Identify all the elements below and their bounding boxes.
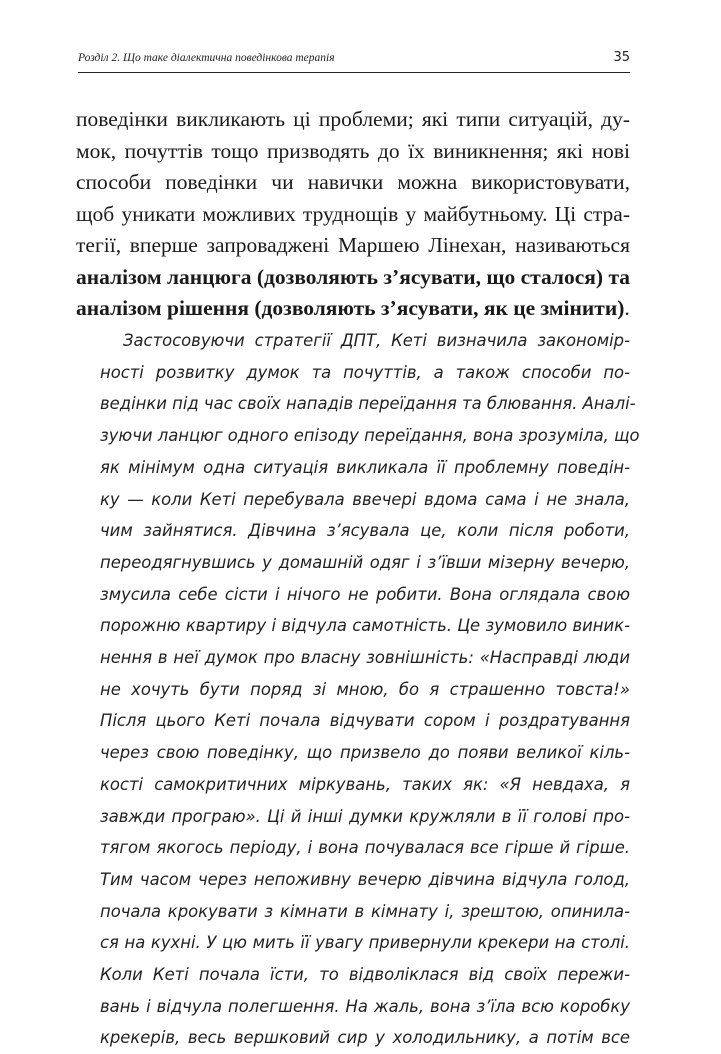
story-line: завжди програю». Ці й інші думки кружляли в її голові про- [100, 806, 630, 826]
story-line: ведінки під час своїх нападів переїдання та блювання. Аналі- [100, 394, 636, 414]
lead-paragraph [76, 104, 630, 325]
story-line: не хочуть бути поряд зі мною, бо я страшенно товста!» [100, 679, 630, 699]
story-line: нення в неї думок про власну зовнішність: «Насправді люди [100, 648, 630, 668]
story-line: ності розвитку думок та почуттів, а також способи по- [100, 362, 630, 382]
story-line: ку — коли Кеті перебувала ввечері вдома сама і не знала, [100, 489, 630, 509]
lead-line: тегії, вперше запроваджені Маршею Лінехан, називаються [76, 233, 630, 257]
story-line: Застосовуючи стратегії ДПТ, Кеті визначила закономір- [123, 331, 630, 350]
lead-line: способи поведінки чи навички можна використовувати, [76, 170, 630, 194]
story-line: Тим часом через непоживну вечерю дівчина відчула голод, [100, 869, 630, 889]
story-line: чим зайнятися. Дівчина з’ясувала це, коли після роботи, [100, 521, 630, 541]
story-line: кості самокритичних міркувань, таких як: «Я невдаха, я [100, 774, 630, 794]
story-paragraph [100, 325, 640, 1054]
lead-line: мок, почуттів тощо призводять до їх виникнення; які нові [76, 138, 630, 163]
story-line: крекерів, весь вершковий сир у холодильнику, а потім все [100, 1028, 630, 1048]
lead-line: щоб уникати можливих труднощів у майбутньому. Ці стра- [76, 201, 630, 226]
lead-last-line [76, 293, 630, 325]
running-header [78, 52, 630, 73]
lead-bold-text: аналізом рішення (дозволяють з’ясувати, як це змінити) [76, 296, 625, 320]
story-line: зуючи ланцюг одного епізоду переїдання, вона зрозуміла, що [100, 426, 640, 446]
lead-line: поведінки викликають ці проблеми; які типи ситуацій, ду- [76, 107, 630, 131]
story-line: як мінімум одна ситуація викликала її проблемну поведін- [100, 457, 630, 477]
story-line: вань і відчула полегшення. На жаль, вона з’їла всю коробку [100, 996, 630, 1016]
story-line: переодягнувшись у домашній одяг і з’ївши мізерну вечерю, [100, 552, 630, 572]
story-line: почала крокувати з кімнати в кімнату і, зрештою, опинила- [100, 901, 630, 921]
story-line: порожню квартиру і відчула самотність. Це зумовило виник- [100, 616, 630, 636]
story-line: Після цього Кеті почала відчувати сором і роздратування [100, 711, 630, 731]
lead-end-punct: . [624, 296, 630, 320]
story-line: Коли Кеті почала їсти, то відволіклася від своїх пережи- [100, 965, 630, 985]
story-line: змусила себе сісти і нічого не робити. Вона оглядала свою [100, 584, 630, 604]
story-line: ся на кухні. У цю мить її увагу привернули крекери на столі. [100, 933, 630, 953]
story-line: тягом якогось періоду, і вона почувалася все гірше й гірше. [100, 838, 630, 858]
page-number: 35 [613, 50, 630, 65]
lead-bold-line: аналізом ланцюга (дозволяють з’ясувати, що сталося) та [76, 264, 631, 289]
chapter-running-title: Розділ 2. Що таке діалектична поведінкова терапія [78, 52, 335, 64]
story-line: через свою поведінку, що призвело до появи великої кіль- [100, 743, 630, 763]
